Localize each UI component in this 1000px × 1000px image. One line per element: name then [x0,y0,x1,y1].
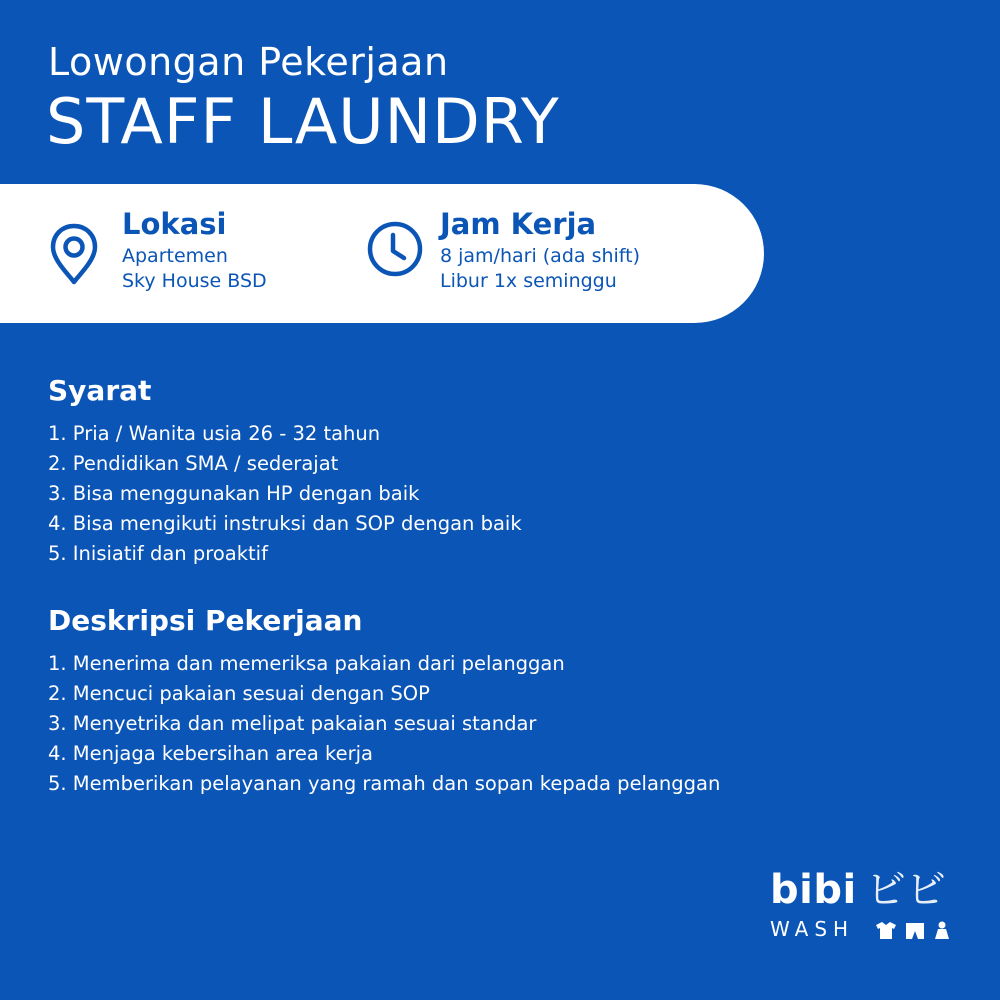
list-item: 5. Memberikan pelayanan yang ramah dan sopan kepada pelanggan [48,772,721,795]
brand-sub: WASH [770,917,855,941]
clock-icon [366,220,424,278]
requirements-title: Syarat [48,374,152,407]
location-heading: Lokasi [122,207,227,241]
page-title: STAFF LAUNDRY [46,85,560,158]
list-item: 3. Menyetrika dan melipat pakaian sesuai standar [48,712,537,735]
list-item: 5. Inisiatif dan proaktif [48,542,268,565]
info-card [0,184,764,323]
laundry-icons [874,920,954,942]
brand-name: bibi [770,867,857,913]
job-description-section [48,603,720,799]
hours-line-1: 8 jam/hari (ada shift) [440,245,641,267]
page-subtitle: Lowongan Pekerjaan [48,40,449,84]
list-item: 1. Menerima dan memeriksa pakaian dari pelanggan [48,652,565,675]
hours-line-2: Libur 1x seminggu [440,270,617,292]
requirements-list [48,419,522,569]
requirements-section [48,373,522,569]
brand-kana: ビビ [866,867,946,913]
job-description-title: Deskripsi Pekerjaan [48,604,363,637]
list-item: 2. Mencuci pakaian sesuai dengan SOP [48,682,430,705]
list-item: 1. Pria / Wanita usia 26 - 32 tahun [48,422,381,445]
job-description-list [48,649,720,799]
list-item: 3. Bisa menggunakan HP dengan baik [48,482,420,505]
brand-logo [770,866,960,946]
list-item: 2. Pendidikan SMA / sederajat [48,452,339,475]
location-line-1: Apartemen [122,245,228,267]
list-item: 4. Menjaga kebersihan area kerja [48,742,373,765]
location-line-2: Sky House BSD [122,270,267,292]
location-pin-icon [48,222,100,286]
list-item: 4. Bisa mengikuti instruksi dan SOP dengan baik [48,512,522,535]
hours-heading: Jam Kerja [440,207,597,241]
